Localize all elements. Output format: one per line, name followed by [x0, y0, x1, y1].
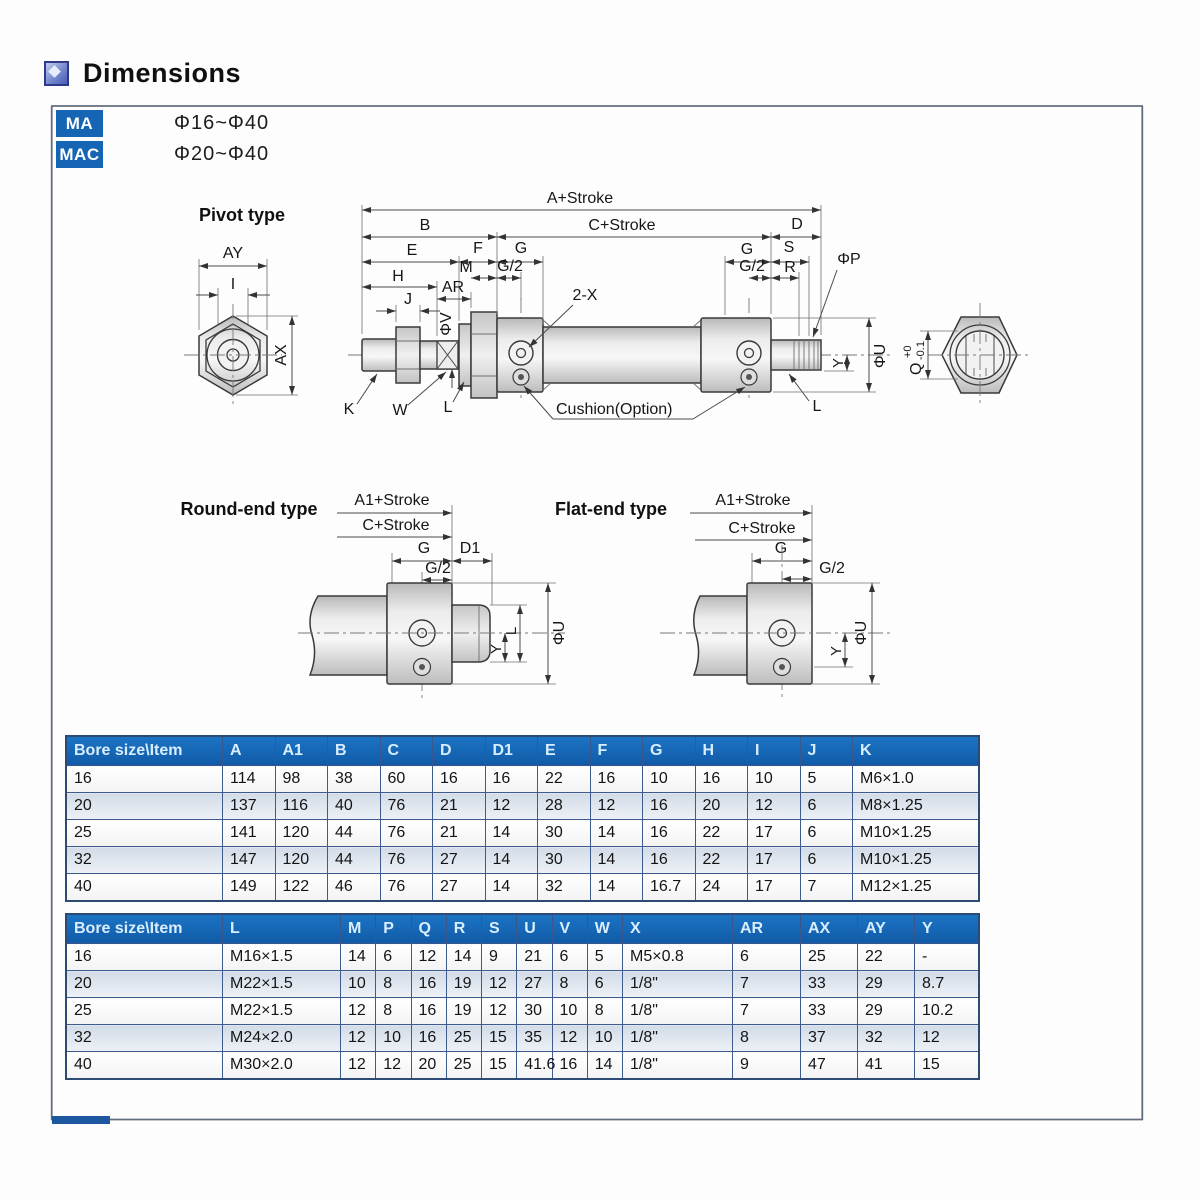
table-cell: 33: [801, 998, 858, 1025]
table-cell: 14: [485, 874, 538, 902]
flat-end-title: Flat-end type: [554, 499, 668, 519]
table-cell: 120: [275, 820, 328, 847]
table-row: [66, 874, 979, 902]
table-cell: 27: [433, 847, 486, 874]
table-cell: 5: [800, 766, 853, 793]
table-cell: 8: [587, 998, 622, 1025]
table-cell: 1/8": [623, 1052, 733, 1080]
table-cell: 10: [587, 1025, 622, 1052]
table-cell: 10: [748, 766, 801, 793]
column-header: AX: [801, 914, 858, 944]
column-header: A1: [275, 736, 328, 766]
table-cell: -: [915, 944, 980, 971]
column-header: E: [538, 736, 591, 766]
column-header: Q: [411, 914, 446, 944]
table-row: [66, 1052, 979, 1080]
table-cell: 15: [482, 1025, 517, 1052]
dim-label-g-half-round: G/2: [425, 560, 451, 577]
column-header: G: [643, 736, 696, 766]
dim-label-s: S: [783, 239, 795, 256]
table-cell: 6: [552, 944, 587, 971]
table-cell: 12: [485, 793, 538, 820]
series-tab-ma: MA: [56, 110, 103, 137]
page-title: Dimensions: [83, 58, 242, 88]
table-cell: 25: [446, 1025, 481, 1052]
table-cell: 21: [433, 793, 486, 820]
table-cell: 29: [858, 998, 915, 1025]
dim-label-phi-u-round: ΦU: [551, 620, 568, 646]
dim-label-e: E: [406, 242, 418, 259]
table-cell: 14: [446, 944, 481, 971]
dim-label-ar: AR: [441, 279, 465, 296]
table-cell: 19: [446, 971, 481, 998]
column-header: J: [800, 736, 853, 766]
dim-label-phi-p: ΦP: [837, 251, 861, 268]
dim-label-i: I: [230, 276, 236, 293]
table-cell: 98: [275, 766, 328, 793]
table-cell: 14: [590, 874, 643, 902]
table-cell: 37: [801, 1025, 858, 1052]
table-cell: 8: [733, 1025, 801, 1052]
column-header: Bore size\Item: [66, 914, 223, 944]
table-cell: 16: [485, 766, 538, 793]
table-cell: 76: [380, 793, 433, 820]
table-cell: 7: [800, 874, 853, 902]
table-cell: 12: [341, 998, 376, 1025]
table-cell: 12: [341, 1025, 376, 1052]
column-header: V: [552, 914, 587, 944]
dim-label-g-left: G: [514, 240, 528, 257]
column-header: I: [748, 736, 801, 766]
table-cell: 16: [411, 971, 446, 998]
column-header: AY: [858, 914, 915, 944]
table-cell: 1/8": [623, 1025, 733, 1052]
pivot-title: Pivot type: [198, 205, 286, 225]
dim-label-phi-v: ΦV: [438, 312, 455, 336]
table-cell: 10: [552, 998, 587, 1025]
table-cell: 14: [590, 847, 643, 874]
table-cell: M6×1.0: [853, 766, 980, 793]
column-header: W: [587, 914, 622, 944]
table-cell: M5×0.8: [623, 944, 733, 971]
table-cell: M24×2.0: [223, 1025, 341, 1052]
column-header: U: [517, 914, 552, 944]
column-header: M: [341, 914, 376, 944]
dim-label-y-round: Y: [488, 643, 505, 655]
table-row: [66, 793, 979, 820]
table-cell: 16: [695, 766, 748, 793]
dim-label-g-right: G: [740, 241, 754, 258]
column-header: H: [695, 736, 748, 766]
table-cell: 10: [643, 766, 696, 793]
table-cell: 6: [733, 944, 801, 971]
table-cell: 12: [915, 1025, 980, 1052]
table-cell: M12×1.25: [853, 874, 980, 902]
table-cell: 8.7: [915, 971, 980, 998]
table-cell: 1/8": [623, 971, 733, 998]
table-cell: 12: [590, 793, 643, 820]
column-header: Bore size\Item: [66, 736, 223, 766]
table-cell: 16: [66, 766, 223, 793]
table-cell: 30: [538, 820, 591, 847]
table-cell: M10×1.25: [853, 847, 980, 874]
table-cell: 44: [328, 820, 381, 847]
column-header: P: [376, 914, 411, 944]
table-cell: 20: [411, 1052, 446, 1080]
main-cylinder-drawing: [344, 190, 892, 419]
table-cell: 21: [433, 820, 486, 847]
dim-label-q-tol-bottom: -0.1: [915, 341, 927, 360]
table-cell: 9: [482, 944, 517, 971]
table-cell: 1/8": [623, 998, 733, 1025]
table-cell: 76: [380, 820, 433, 847]
dim-label-g-half-left: G/2: [497, 258, 523, 275]
column-header: L: [223, 914, 341, 944]
table-cell: 16: [411, 1025, 446, 1052]
table-cell: M16×1.5: [223, 944, 341, 971]
table-cell: 6: [376, 944, 411, 971]
table-cell: 14: [485, 820, 538, 847]
table-cell: 40: [66, 1052, 223, 1080]
table-cell: 16: [411, 998, 446, 1025]
table-cell: 41.6: [517, 1052, 552, 1080]
accent-bar: [52, 1116, 110, 1124]
table-cell: 137: [223, 793, 276, 820]
dim-label-g-round: G: [417, 540, 431, 557]
table-cell: 16: [66, 944, 223, 971]
table-cell: 25: [446, 1052, 481, 1080]
table-cell: 16: [643, 820, 696, 847]
table-cell: 16.7: [643, 874, 696, 902]
table-cell: 16: [643, 793, 696, 820]
table-cell: 10: [376, 1025, 411, 1052]
table-cell: 12: [376, 1052, 411, 1080]
pivot-type-drawing: [184, 205, 298, 406]
dim-label-ax: AX: [273, 344, 290, 366]
dim-label-r: R: [784, 259, 796, 276]
dim-label-j: J: [404, 291, 412, 308]
dim-label-d: D: [791, 216, 803, 233]
table-cell: 40: [328, 793, 381, 820]
table-cell: 76: [380, 847, 433, 874]
table-cell: 120: [275, 847, 328, 874]
dim-label-a-stroke: A+Stroke: [546, 190, 614, 207]
dim-label-phi-u-flat: ΦU: [853, 620, 870, 646]
table-cell: 6: [800, 793, 853, 820]
dim-label-k: K: [343, 401, 355, 418]
table-cell: 122: [275, 874, 328, 902]
table-cell: 76: [380, 874, 433, 902]
table-cell: 25: [801, 944, 858, 971]
table-cell: 15: [482, 1052, 517, 1080]
table-cell: 19: [446, 998, 481, 1025]
round-end-title: Round-end type: [180, 499, 318, 519]
table-cell: 12: [482, 998, 517, 1025]
dim-label-l-left: L: [443, 399, 453, 416]
dim-label-f: F: [473, 240, 483, 257]
dim-label-l-round: L: [503, 626, 520, 636]
table-cell: 32: [538, 874, 591, 902]
svg-text:Q +0 -0.1: [898, 341, 927, 375]
column-header: B: [328, 736, 381, 766]
table-cell: 141: [223, 820, 276, 847]
table-cell: 147: [223, 847, 276, 874]
table-cell: 14: [587, 1052, 622, 1080]
table-cell: 10.2: [915, 998, 980, 1025]
table-cell: 30: [517, 998, 552, 1025]
table-row: [66, 944, 979, 971]
table-cell: M30×2.0: [223, 1052, 341, 1080]
table-cell: 5: [587, 944, 622, 971]
dim-label-y-main: Y: [830, 357, 847, 369]
dim-label-c-stroke: C+Stroke: [588, 217, 656, 234]
series-range-ma: Φ16~Φ40: [174, 112, 270, 134]
table-cell: 17: [748, 847, 801, 874]
table-row: [66, 971, 979, 998]
table-cell: 116: [275, 793, 328, 820]
table-cell: 60: [380, 766, 433, 793]
table-cell: 40: [66, 874, 223, 902]
flat-end-drawing: [555, 492, 890, 700]
table-cell: 22: [695, 847, 748, 874]
column-header: D1: [485, 736, 538, 766]
table-cell: 32: [66, 1025, 223, 1052]
dim-label-phi-u-main: ΦU: [872, 343, 889, 369]
column-header: X: [623, 914, 733, 944]
table-row: [66, 820, 979, 847]
table-cell: 33: [801, 971, 858, 998]
table-cell: M10×1.25: [853, 820, 980, 847]
dim-label-2x: 2-X: [572, 287, 598, 304]
table-cell: 32: [66, 847, 223, 874]
dim-label-g-half-right: G/2: [739, 258, 765, 275]
table-cell: 14: [485, 847, 538, 874]
table-cell: 25: [66, 998, 223, 1025]
table-cell: 28: [538, 793, 591, 820]
table-cell: 22: [858, 944, 915, 971]
table-cell: 24: [695, 874, 748, 902]
table-cell: 14: [590, 820, 643, 847]
dim-label-g-flat: G: [774, 540, 788, 557]
dim-label-c-stroke-round: C+Stroke: [362, 517, 430, 534]
table-cell: 10: [341, 971, 376, 998]
dim-label-l-right: L: [812, 398, 822, 415]
table-cell: 44: [328, 847, 381, 874]
table-cell: 16: [433, 766, 486, 793]
dim-label-w: W: [392, 402, 408, 419]
column-header: Y: [915, 914, 980, 944]
series-range-mac: Φ20~Φ40: [174, 143, 270, 165]
table-cell: 12: [552, 1025, 587, 1052]
dim-label-ay: AY: [222, 245, 244, 262]
table-cell: 20: [66, 793, 223, 820]
dim-label-q: Q: [908, 362, 925, 375]
column-header: D: [433, 736, 486, 766]
table-cell: 29: [858, 971, 915, 998]
dim-label-a1-stroke-round: A1+Stroke: [354, 492, 430, 509]
table-cell: 149: [223, 874, 276, 902]
table-cell: 14: [341, 944, 376, 971]
column-header: F: [590, 736, 643, 766]
table-cell: 32: [858, 1025, 915, 1052]
table-cell: 47: [801, 1052, 858, 1080]
table-cell: 21: [517, 944, 552, 971]
table-cell: 12: [482, 971, 517, 998]
table-cell: 6: [800, 847, 853, 874]
column-header: A: [223, 736, 276, 766]
dim-label-m: M: [459, 259, 473, 276]
column-header: R: [446, 914, 481, 944]
column-header: S: [482, 914, 517, 944]
table-cell: 8: [552, 971, 587, 998]
table-cell: 12: [341, 1052, 376, 1080]
table-cell: 17: [748, 874, 801, 902]
table-cell: 25: [66, 820, 223, 847]
table-cell: 9: [733, 1052, 801, 1080]
dim-label-b: B: [419, 217, 431, 234]
table-cell: 16: [643, 847, 696, 874]
table-cell: 7: [733, 971, 801, 998]
table-cell: 16: [590, 766, 643, 793]
table-row: [66, 766, 979, 793]
table-cell: 16: [552, 1052, 587, 1080]
table-cell: 35: [517, 1025, 552, 1052]
table-cell: 7: [733, 998, 801, 1025]
table-cell: 22: [695, 820, 748, 847]
series-tab-mac: MAC: [56, 141, 103, 168]
table-cell: 20: [66, 971, 223, 998]
table-cell: 114: [223, 766, 276, 793]
table-cell: 27: [433, 874, 486, 902]
dim-label-g-half-flat: G/2: [819, 560, 845, 577]
dim-label-q-tol-top: +0: [902, 345, 914, 358]
table-cell: M22×1.5: [223, 971, 341, 998]
table-cell: 6: [587, 971, 622, 998]
table-row: [66, 847, 979, 874]
table-cell: 20: [695, 793, 748, 820]
table-cell: 8: [376, 998, 411, 1025]
table-cell: M22×1.5: [223, 998, 341, 1025]
column-header: K: [853, 736, 980, 766]
table-cell: 15: [915, 1052, 980, 1080]
table-cell: 12: [411, 944, 446, 971]
table-cell: 46: [328, 874, 381, 902]
table-cell: 30: [538, 847, 591, 874]
dimension-table-1: [65, 735, 980, 902]
dim-label-c-stroke-flat: C+Stroke: [728, 520, 796, 537]
table-cell: 41: [858, 1052, 915, 1080]
column-header: C: [380, 736, 433, 766]
dimension-table-2: [65, 913, 980, 1080]
dim-label-h: H: [392, 268, 404, 285]
dim-label-y-flat: Y: [828, 645, 845, 657]
table-row: [66, 1025, 979, 1052]
table-cell: M8×1.25: [853, 793, 980, 820]
table-cell: 22: [538, 766, 591, 793]
column-header: AR: [733, 914, 801, 944]
table-cell: 6: [800, 820, 853, 847]
table-cell: 27: [517, 971, 552, 998]
cushion-option-label: Cushion(Option): [556, 401, 673, 418]
rod-end-hex-view: [898, 303, 1032, 407]
dim-label-d1: D1: [459, 540, 481, 557]
table-cell: 38: [328, 766, 381, 793]
table-cell: 17: [748, 820, 801, 847]
round-end-drawing: [181, 492, 569, 700]
table-cell: 12: [748, 793, 801, 820]
table-cell: 8: [376, 971, 411, 998]
table-row: [66, 998, 979, 1025]
dim-label-a1-stroke-flat: A1+Stroke: [715, 492, 791, 509]
